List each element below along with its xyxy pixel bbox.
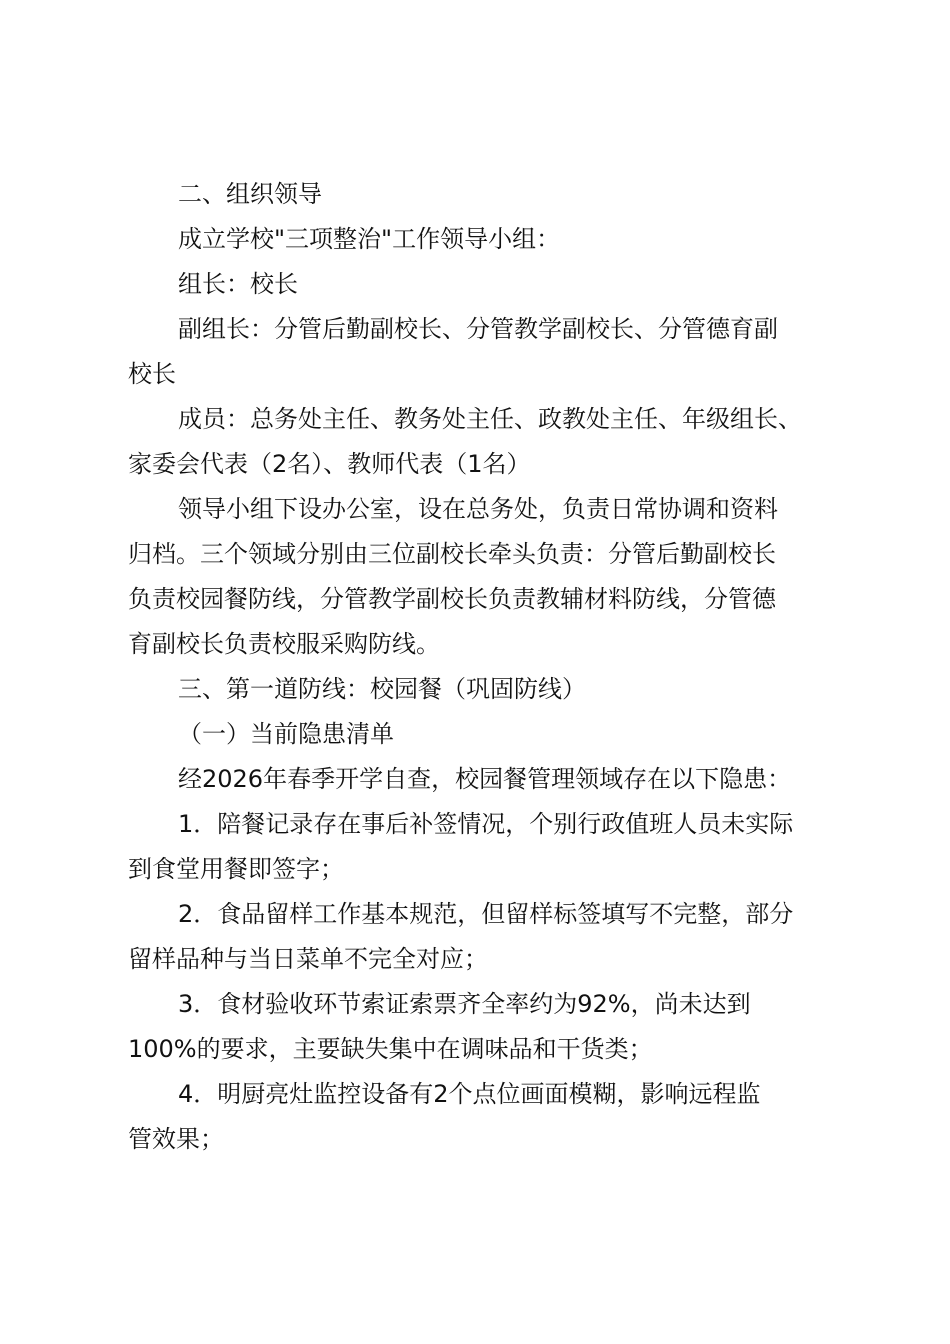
- paragraph-line: 留样品种与当日菜单不完全对应；: [128, 945, 488, 973]
- paragraph-line: 负责校园餐防线，分管教学副校长负责教辅材料防线，分管德: [128, 585, 776, 613]
- paragraph-group-intro: 成立学校"三项整治"工作领导小组：: [178, 225, 561, 253]
- paragraph-line: 2．食品留样工作基本规范，但留样标签填写不完整，部分: [178, 900, 794, 928]
- section-heading-first-defense: 三、第一道防线：校园餐（巩固防线）: [178, 675, 586, 703]
- paragraph-members: [128, 397, 840, 487]
- hazard-item-1: [128, 802, 840, 892]
- section-heading-organization: 二、组织领导: [178, 180, 322, 208]
- paragraph-line: 100%的要求，主要缺失集中在调味品和干货类；: [128, 1035, 653, 1063]
- paragraph-office: [128, 487, 840, 667]
- paragraph-line: 4．明厨亮灶监控设备有2个点位画面模糊，影响远程监: [178, 1080, 761, 1108]
- paragraph-line: 3．食材验收环节索证索票齐全率约为92%，尚未达到: [178, 990, 751, 1018]
- paragraph-line: 校长: [128, 360, 176, 388]
- paragraph-line: 归档。三个领域分别由三位副校长牵头负责：分管后勤副校长: [128, 540, 776, 568]
- paragraph-line: 副组长：分管后勤副校长、分管教学副校长、分管德育副: [178, 315, 778, 343]
- paragraph-self-check: 经2026年春季开学自查，校园餐管理领域存在以下隐患：: [178, 765, 792, 793]
- paragraph-line: 成员：总务处主任、教务处主任、政教处主任、年级组长、: [178, 405, 802, 433]
- hazard-item-2: [128, 892, 840, 982]
- document-page: [128, 172, 840, 1162]
- hazard-item-3: [128, 982, 840, 1072]
- hazard-item-4: [128, 1072, 840, 1162]
- paragraph-line: 1．陪餐记录存在事后补签情况，个别行政值班人员未实际: [178, 810, 794, 838]
- paragraph-leader: 组长：校长: [178, 270, 298, 298]
- paragraph-line: 到食堂用餐即签字；: [128, 855, 344, 883]
- paragraph-line: 育副校长负责校服采购防线。: [128, 630, 440, 658]
- paragraph-line: 管效果；: [128, 1125, 224, 1153]
- subsection-heading-hazards: （一）当前隐患清单: [178, 720, 394, 748]
- paragraph-deputy-leaders: [128, 307, 840, 397]
- paragraph-line: 领导小组下设办公室，设在总务处，负责日常协调和资料: [178, 495, 778, 523]
- paragraph-line: 家委会代表（2名）、教师代表（1名）: [128, 450, 531, 478]
